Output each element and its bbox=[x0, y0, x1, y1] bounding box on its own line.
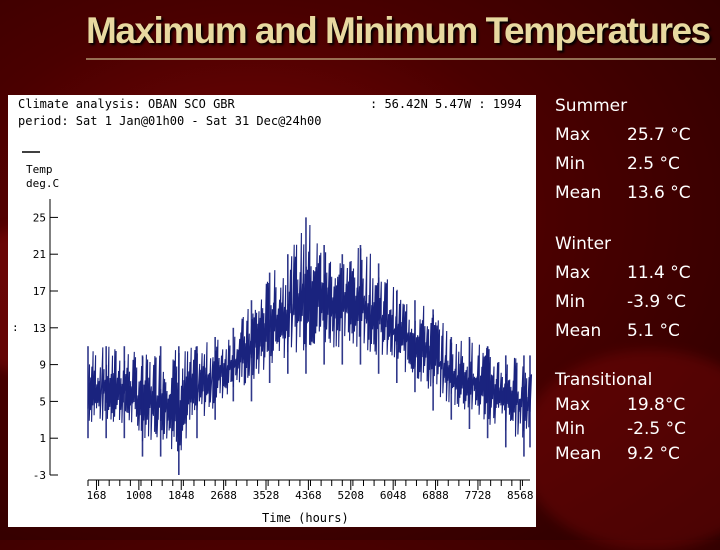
transitional-max-row bbox=[555, 393, 715, 418]
row-value: -2.5 °C bbox=[627, 419, 686, 439]
x-tick-label: 168 bbox=[86, 489, 107, 502]
y-axis-colon: : bbox=[12, 321, 19, 334]
y-tick-label: 21 bbox=[32, 248, 46, 262]
row-value: 9.2 °C bbox=[627, 443, 680, 464]
winter-stats bbox=[555, 230, 715, 346]
winter-label: Winter bbox=[555, 234, 612, 254]
summer-min-row bbox=[555, 150, 715, 179]
chart-header-line1-right: : 56.42N 5.47W : 1994 bbox=[370, 97, 522, 111]
row-key: Max bbox=[555, 125, 591, 145]
row-key: Mean bbox=[555, 443, 602, 464]
row-value: 19.8°C bbox=[627, 394, 686, 415]
transitional-mean-row bbox=[555, 442, 715, 467]
x-tick-label: 5208 bbox=[337, 489, 365, 502]
x-axis-label: Time (hours) bbox=[262, 511, 349, 525]
row-value: 2.5 °C bbox=[627, 154, 680, 174]
summer-stats bbox=[555, 92, 715, 208]
y-tick-label: 17 bbox=[32, 285, 46, 298]
row-key: Max bbox=[555, 263, 591, 283]
row-key: Max bbox=[555, 394, 591, 415]
row-key: Min bbox=[555, 292, 586, 312]
stats-panel bbox=[555, 92, 715, 466]
x-tick-label: 3528 bbox=[252, 489, 280, 502]
transitional-stats bbox=[555, 368, 715, 466]
winter-max-row bbox=[555, 259, 715, 288]
transitional-min-row bbox=[555, 417, 715, 442]
x-tick-label: 1848 bbox=[167, 489, 195, 502]
series-layer bbox=[88, 217, 532, 475]
x-tick-label: 7728 bbox=[464, 489, 492, 502]
row-value: 13.6 °C bbox=[627, 183, 691, 203]
y-tick-label: 9 bbox=[39, 358, 46, 372]
x-tick-label: 8568 bbox=[507, 489, 534, 502]
row-key: Min bbox=[555, 419, 586, 439]
row-value: 11.4 °C bbox=[627, 263, 691, 283]
temperature-series-line bbox=[88, 225, 532, 452]
y-tick-label: 1 bbox=[39, 432, 46, 446]
row-value: -3.9 °C bbox=[627, 292, 686, 312]
slide-title: Maximum and Minimum Temperatures bbox=[86, 10, 710, 51]
row-value: 25.7 °C bbox=[627, 125, 691, 145]
row-key: Mean bbox=[555, 321, 602, 341]
temperature-chart bbox=[8, 95, 536, 527]
chart-axes bbox=[33, 199, 534, 502]
y-axis-label-line1: Temp bbox=[26, 163, 53, 176]
title-divider bbox=[86, 58, 716, 60]
summer-label: Summer bbox=[555, 96, 628, 116]
row-key: Min bbox=[555, 154, 586, 174]
x-tick-label: 4368 bbox=[295, 489, 322, 502]
y-tick-label: 13 bbox=[32, 321, 46, 335]
row-key: Mean bbox=[555, 183, 602, 203]
summer-mean-row bbox=[555, 179, 715, 208]
y-tick-label: 25 bbox=[32, 211, 46, 225]
y-axis-label-line2: deg.C bbox=[26, 177, 60, 190]
chart-header-line1: Climate analysis: OBAN SCO GBR bbox=[18, 97, 235, 111]
x-tick-label: 1008 bbox=[125, 489, 153, 502]
transitional-label: Transitional bbox=[555, 370, 653, 390]
row-value: 5.1 °C bbox=[627, 321, 680, 341]
x-tick-label: 6048 bbox=[379, 489, 407, 502]
x-tick-label: 6888 bbox=[422, 489, 449, 502]
winter-mean-row bbox=[555, 317, 715, 346]
x-tick-label: 2688 bbox=[210, 489, 237, 502]
chart-panel bbox=[8, 95, 536, 527]
y-tick-label: -3 bbox=[32, 469, 46, 482]
summer-max-row bbox=[555, 121, 715, 150]
chart-header-line2: period: Sat 1 Jan@01h00 - Sat 31 Dec@24h00 bbox=[18, 114, 322, 128]
y-tick-label: 5 bbox=[39, 395, 46, 409]
winter-min-row bbox=[555, 288, 715, 317]
